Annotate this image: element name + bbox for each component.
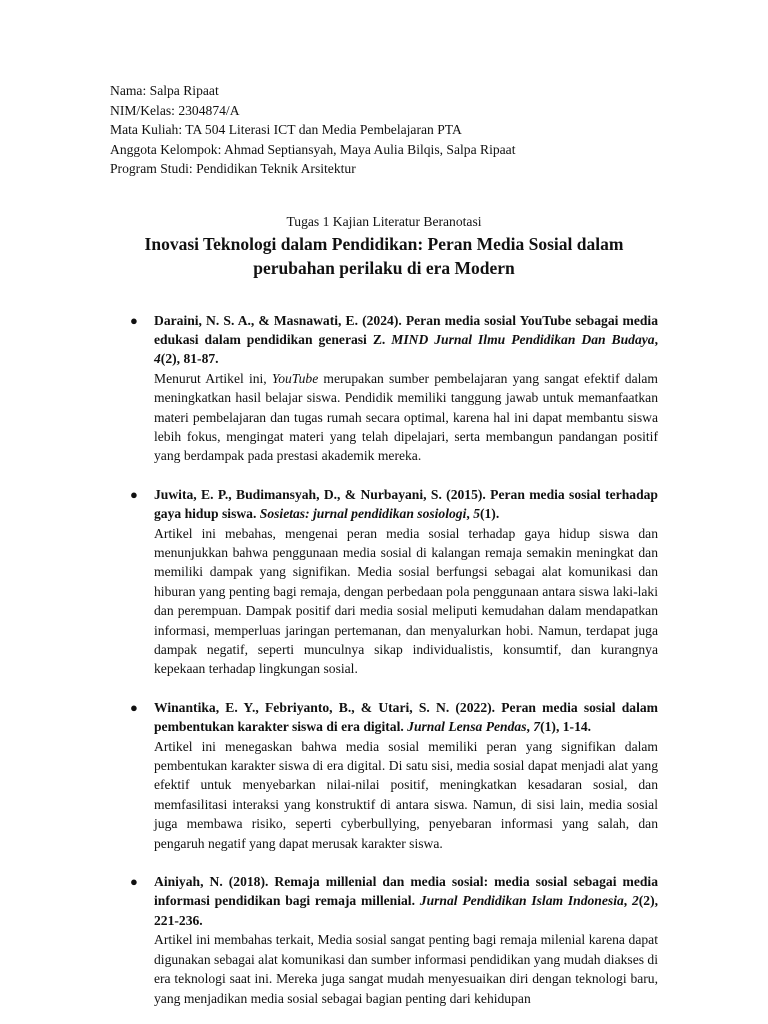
reference-citation [154, 872, 658, 930]
reference-annotation [154, 930, 658, 1008]
student-nim-class: NIM/Kelas: 2304874/A [110, 102, 240, 118]
citation-separator: , [654, 331, 658, 347]
document-title-line-2: perubahan perilaku di era Modern [253, 257, 515, 278]
reference-list [110, 311, 658, 1008]
bullet-icon: ● [130, 699, 138, 715]
reference-annotation [154, 369, 658, 466]
document-title-line-1: Inovasi Teknologi dalam Pendidikan: Peran Media Sosial dalam [144, 233, 624, 254]
citation-volume: 5 [473, 506, 480, 522]
annotation-text: Artikel ini menegaskan bahwa media sosial memiliki peran yang signifikan dalam pembentukan karakter siswa di era digital. Di satu sisi, media sosial dapat menjadi alat yang efektif untuk menyebarkan nilai-nilai positif, meningkatkan kesadaran sosial, dan memfasilitasi interaksi yang konstruktif di antara siswa. Namun, di sisi lain, media sosial juga membawa risiko, seperti cyberbullying, penyebaran informasi yang salah, dan pengaruh negatif yang dapat merusak karakter siswa. [154, 738, 658, 851]
citation-separator: , [623, 893, 632, 909]
reference-item [130, 485, 658, 679]
citation-journal: Sosietas: jurnal pendidikan sosiologi [259, 506, 467, 522]
annotation-text-continued: merupakan sumber pembelajaran yang sangat efektif dalam meningkatkan hasil belajar siswa. Pendidik memiliki tanggung jawab untuk memanfaatkan materi pembelajaran dan tugas rumah secara optimal, karena hal ini dapat membantu siswa lebih fokus, mengingat materi yang telah dipelajari, serta membangun pandangan positif yang berdampak pada prestasi akademik mereka. [154, 370, 659, 464]
reference-annotation [154, 737, 658, 853]
annotation-text: Artikel ini mebahas, mengenai peran media sosial terhadap gaya hidup siswa dan menunjukkan bahwa penggunaan media sosial di kalangan remaja semakin meningkat dan memiliki dampak yang signifikan. Media sosial berfungsi sebagai alat komunikasi dan hiburan yang penting bagi remaja, dengan perbedaan pola penggunaan antara siswa laki-laki dan perempuan. Dampak positif dari media sosial meliputi kemudahan dalam mendapatkan informasi, memperluas jaringan pertemanan, dan menyalurkan hobi. Namun, terdapat juga dampak negatif, seperti munculnya sikap individualistis, konsumtif, dan kurangnya kepekaan terhadap lingkungan sosial. [154, 525, 658, 677]
citation-volume: 2 [631, 893, 639, 909]
course-name: Mata Kuliah: TA 504 Literasi ICT dan Media Pembelajaran PTA [110, 122, 462, 137]
reference-citation [154, 698, 658, 737]
citation-volume: 7 [533, 719, 541, 735]
bullet-icon: ● [130, 312, 138, 328]
study-program: Program Studi: Pendidikan Teknik Arsitektur [110, 161, 356, 176]
bullet-icon: ● [130, 486, 138, 502]
annotation-emphasis: YouTube [271, 370, 319, 386]
citation-pages: (1). [479, 506, 500, 522]
reference-citation [154, 311, 658, 369]
citation-authors-title: Ainiyah, N. (2018). Remaja millenial dan media sosial: media sosial sebagai media informasi pendidikan bagi remaja millenial. [154, 874, 658, 909]
citation-pages: (2), 81-87. [160, 351, 219, 367]
citation-journal: Jurnal Lensa Pendas [407, 719, 527, 735]
document-title [110, 232, 658, 280]
reference-item [130, 872, 659, 1008]
citation-journal: MIND Jurnal Ilmu Pendidikan Dan Budaya [391, 331, 655, 347]
citation-pages: (1), 1-14. [540, 719, 592, 735]
reference-citation [154, 485, 658, 524]
citation-pages: (2), 221-236. [154, 893, 659, 928]
citation-volume: 4 [154, 351, 161, 367]
citation-authors-title: Juwita, E. P., Budimansyah, D., & Nurbayani, S. (2015). Peran media sosial terhadap gaya hidup siswa. [154, 486, 658, 522]
annotation-text: Menurut Artikel ini, [154, 370, 272, 386]
citation-separator: , [526, 719, 534, 735]
student-identity-block [110, 81, 658, 179]
group-members: Anggota Kelompok: Ahmad Septiansyah, Maya Aulia Bilqis, Salpa Ripaat [110, 141, 516, 157]
citation-authors-title: Daraini, N. S. A., & Masnawati, E. (2024). Peran media sosial YouTube sebagai media edukasi dalam pendidikan generasi Z. [154, 312, 658, 347]
assignment-label: Tugas 1 Kajian Literatur Beranotasi [286, 213, 482, 229]
reference-annotation [154, 524, 658, 679]
citation-separator: , [466, 506, 474, 522]
annotation-text: Artikel ini membahas terkait, Media sosial sangat penting bagi remaja milenial karena dapat digunakan sebagai alat komunikasi dan sumber informasi pendidikan yang mudah diakses di era teknologi saat ini. Mereka juga sangat mudah menyesuaikan diri dengan teknologi baru, yang menjadikan media sosial sebagai bagian penting dari kehidupan [154, 932, 658, 1006]
bullet-icon: ● [130, 874, 138, 890]
reference-item [130, 698, 658, 853]
citation-authors-title: Winantika, E. Y., Febriyanto, B., & Utari, S. N. (2022). Peran media sosial dalam pembentukan karakter siswa di era digital. [154, 699, 658, 735]
reference-item [130, 311, 659, 466]
student-name: Nama: Salpa Ripaat [110, 83, 219, 98]
citation-journal: Jurnal Pendidikan Islam Indonesia [419, 893, 624, 909]
